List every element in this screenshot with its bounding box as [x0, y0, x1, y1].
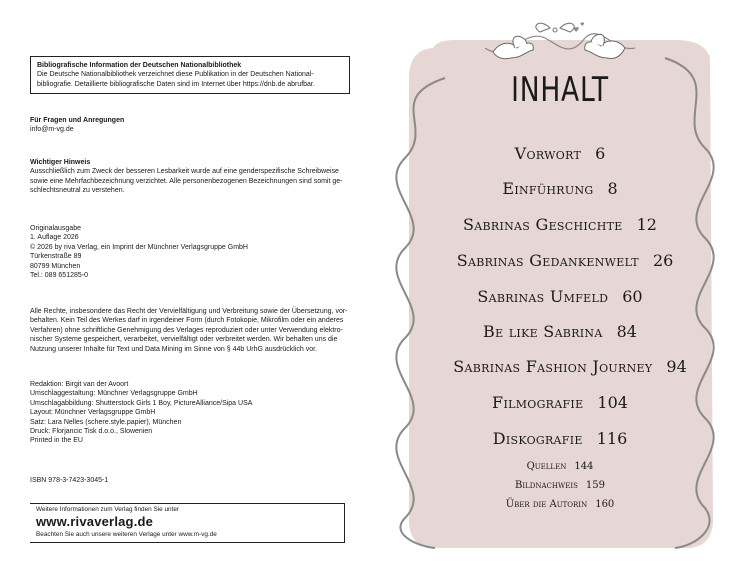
- publisher-info-box: [30, 503, 345, 543]
- rights-block: [30, 307, 350, 354]
- heart-icon: ♥: [573, 26, 580, 34]
- footer-top-text: Weitere Informationen zum Verlag finden Sie unter: [36, 506, 180, 513]
- toc-entry[interactable]: [415, 251, 715, 270]
- notice-line: Ausschließlich zum Zweck der besseren Lesbarkeit wurde auf eine genderspezifische Schreibweise: [30, 168, 339, 176]
- credits-line: Umschlagabbildung: Shutterstock Girls 1 Boy, PictureAlliance/Sipa USA: [30, 399, 253, 407]
- toc-entry[interactable]: [410, 287, 710, 306]
- toc-entry[interactable]: [410, 429, 710, 448]
- credits-line: Satz: Lara Nelles (schere.style.papier), München: [30, 418, 182, 426]
- toc-entry-name: Vorwort: [514, 144, 582, 163]
- toc-title: INHALT: [511, 70, 609, 110]
- toc-entry-name: Filmografie: [492, 393, 584, 412]
- edition-line: 1. Auflage 2026: [30, 234, 79, 242]
- toc-entry-page: 159: [585, 480, 605, 491]
- toc-entry-page: 94: [666, 357, 687, 376]
- bibliographic-info-box: [30, 56, 350, 94]
- rights-line: behalten. Kein Teil des Werkes darf in irgendeiner Form (durch Fotokopie, Mikrofilm oder ein anderes: [30, 317, 344, 325]
- edition-line: Originalausgabe: [30, 225, 81, 232]
- rights-line: Alle Rechte, insbesondere das Recht der Vervielfältigung und Verbreitung sowie der Übersetzung, vor-: [30, 308, 348, 315]
- contact-title: Für Fragen und Anregungen: [30, 117, 125, 124]
- notice-block: [30, 158, 350, 196]
- rights-line: Nutzung unserer Inhalte für Text und Data Mining im Sinne von § 44b UrhG ausdrücklich vor.: [30, 345, 318, 353]
- toc-entry[interactable]: [410, 215, 710, 234]
- toc-entry[interactable]: [420, 357, 720, 376]
- toc-entry-page: 6: [595, 144, 606, 163]
- toc-entry-name: Sabrinas Umfeld: [477, 287, 609, 306]
- credits-line: Redaktion: Birgit van der Avoort: [30, 381, 129, 388]
- toc-entry-page: 26: [652, 251, 674, 270]
- toc-entry[interactable]: [410, 179, 710, 198]
- toc-small-entry[interactable]: [410, 480, 710, 491]
- toc-entry-page: 12: [636, 215, 657, 234]
- toc-entry-name: Diskografie: [492, 429, 583, 448]
- biblio-title: Bibliografische Information der Deutschen Nationalbibliothek: [37, 62, 242, 69]
- notice-line: sowie eine Mehrfachbezeichnung verzichtet. Alle personenbezogenen Bezeichnungen sind somit ge-: [30, 177, 343, 185]
- contact-block: [30, 116, 350, 135]
- credits-line: Umschlaggestaltung: Münchner Verlagsgruppe GmbH: [30, 390, 198, 398]
- toc-entry-name: Quellen: [526, 461, 567, 472]
- toc-entry-name: Über die Autorin: [505, 499, 588, 510]
- footer-bottom-text: Beachten Sie auch unsere weiteren Verlage unter www.m-vg.de: [36, 531, 217, 538]
- credits-line: Druck: Florjancic Tisk d.o.o., Slowenien: [30, 428, 153, 436]
- toc-entry-page: 84: [616, 322, 637, 341]
- credits-line: Printed in the EU: [30, 437, 83, 445]
- toc-entry-page: 8: [607, 179, 618, 198]
- toc-entry-page: 144: [574, 461, 594, 472]
- toc-entry-page: 104: [597, 393, 628, 412]
- biblio-line: bibliografie. Detaillierte bibliografische Daten sind im Internet über https://dnb.de abrufbar.: [37, 80, 315, 88]
- publisher-url-link[interactable]: www.rivaverlag.de: [36, 514, 154, 529]
- notice-title: Wichtiger Hinweis: [30, 159, 91, 166]
- edition-line: Tel.: 089 651285-0: [30, 272, 88, 280]
- toc-entry[interactable]: [410, 144, 710, 163]
- rights-line: nischer Systeme gespeichert, verarbeitet, vervielfältigt oder verbreitet werden. Wir behalten uns die: [30, 336, 338, 344]
- toc-entry-page: 116: [596, 429, 628, 448]
- toc-small-entry[interactable]: [410, 461, 710, 472]
- toc-entry-name: Sabrinas Geschichte: [463, 215, 623, 234]
- toc-entry-page: 60: [622, 287, 643, 306]
- toc-entry[interactable]: [410, 393, 710, 412]
- notice-line: schlechtsneutral zu verstehen.: [30, 187, 125, 195]
- heart-icon: ♥: [580, 22, 585, 28]
- credits-line: Layout: Münchner Verlagsgruppe GmbH: [30, 409, 156, 417]
- toc-small-entry[interactable]: [410, 499, 710, 510]
- toc-entry-name: Sabrinas Gedankenwelt: [456, 251, 639, 270]
- toc-entry-name: Sabrinas Fashion Journey: [453, 357, 653, 376]
- credits-block: [30, 380, 350, 446]
- toc-entry[interactable]: [410, 322, 710, 341]
- toc-entry-name: Be like Sabrina: [483, 322, 603, 341]
- edition-block: [30, 224, 350, 280]
- toc-entry-name: Bildnachweis: [515, 480, 578, 491]
- rights-line: Verfahren) ohne schriftliche Genehmigung des Verlages reproduziert oder unter Verwendung elektro-: [30, 326, 343, 334]
- toc-entry-name: Einführung: [502, 179, 594, 198]
- edition-line: Türkenstraße 89: [30, 253, 82, 261]
- biblio-line: Die Deutsche Nationalbibliothek verzeichnet diese Publikation in der Deutschen National-: [37, 71, 314, 79]
- contact-email[interactable]: info@m-vg.de: [30, 126, 74, 134]
- toc-entry-page: 160: [595, 499, 615, 510]
- edition-line: © 2026 by riva Verlag, ein Imprint der Münchner Verlagsgruppe GmbH: [30, 243, 248, 251]
- isbn: ISBN 978-3-7423-3045-1: [30, 477, 109, 484]
- isbn-block: [30, 476, 350, 485]
- ribbon-bow-icon: [536, 23, 574, 32]
- edition-line: 80799 München: [30, 262, 81, 270]
